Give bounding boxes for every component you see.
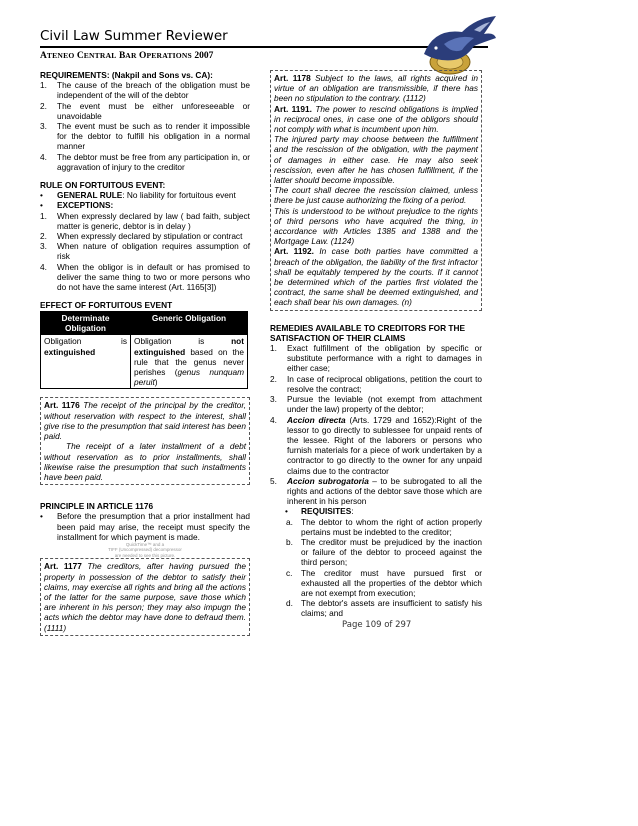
list-item: 3. The event must be such as to render it impossible for the debtor to fulfill his obligation in a normal manner: [40, 121, 250, 152]
subtitle-letter: C: [76, 51, 84, 61]
list-item: 1. When expressly declared by law ( bad faith, subject matter is generic, debtor is in delay ): [40, 210, 250, 231]
list-item: 5. Accion subrogatoria – to be subrogated to all the rights and actions of the debtor save those which are inherent in his person: [270, 475, 482, 507]
subtitle-smallcaps: PERATIONS: [146, 51, 192, 60]
header-title: Civil Law Summer Reviewer: [40, 28, 228, 44]
list-item: 2. When expressly declared by stipulation or contract: [40, 231, 243, 242]
table-cell: Obligation is extinguished: [41, 335, 131, 389]
list-item: 2. In case of reciprocal obligations, petition the court to resolve the contract;: [270, 373, 482, 394]
table-cell: Obligation is not extinguished based on the rule that the genus never perishes (genus nunquam peruit): [131, 335, 248, 389]
bullet-icon: •: [40, 511, 43, 522]
list-item: 2. The event must be either unforeseeable or unavoidable: [40, 100, 250, 121]
list-item: b. The creditor must be prejudiced by the inaction or failure of the debtor to proceed against the third person;: [286, 536, 482, 568]
articles-box: Art. 1178 Subject to the laws, all rights acquired in virtue of an obligation are transmissible, if there has been no stipulation to the contrary. (1112) Art. 1191. The power to rescind obligations is implied in reciprocal ones, in case one of the obligors should not comply with what is incumbent upon him. The injured party may choose between the fulfillment and the rescission of the obligation, with the payment of damages in either case. He may also seek rescission, even after he has chosen fulfillment, if the latter should become impossible. The court shall decree the rescission claimed, unless there be just cause authorizing the fixing of a period. This is understood to be without prejudice to the rights of third persons who have acquired the thing, in accordance with Articles 1385 and 1388 and the Mortgage Law. (1124) Art. 1192. In case both parties have committed a breach of the obligation, the liability of the first infractor shall be equitably tempered by the courts. If it cannot be determined which of the parties first violated the contract, the same shall be deemed extinguished, and each shall bear his own damages. (n): [270, 70, 482, 311]
remedies-heading: REMEDIES AVAILABLE TO CREDITORS FOR THE SATISFACTION OF THEIR CLAIMS: [270, 322, 465, 343]
principle-heading: PRINCIPLE IN ARTICLE 1176: [40, 501, 154, 512]
eagle-logo-icon: [414, 14, 498, 78]
subtitle-smallcaps: ENTRAL: [83, 51, 117, 60]
quicktime-placeholder: QuickTime™ and a TIFF (Uncompressed) decompressor are needed to see this picture.: [108, 541, 182, 558]
requisites-item: • REQUISITES:: [285, 506, 354, 517]
list-item: 4. Accion directa (Arts. 1729 and 1652):Right of the lessor to go directly to sublessee for unpaid rents of the lessee. Right of the laborers or persons who furnish materials for a piece of work undertaken by a contractor to go directly to the owner for any unpaid claims due to the contractor: [270, 414, 482, 476]
requirements-heading: REQUIREMENTS: (Nakpil and Sons vs. CA):: [40, 70, 213, 80]
exceptions-item: • EXCEPTIONS:: [40, 200, 114, 211]
subtitle-smallcaps: AR: [125, 51, 137, 60]
list-item: d. The debtor's assets are insufficient to satisfy his claims; and: [286, 598, 482, 619]
effect-table: [40, 311, 248, 389]
list-item: 4. The debtor must be free from any participation in, or aggravation of injury to the creditor: [40, 151, 250, 172]
general-rule-item: • GENERAL RULE: No liability for fortuitous event: [40, 190, 236, 201]
article-1176-box: Art. 1176 The receipt of the principal by the creditor, without reservation with respect to the interest, shall give rise to the presumption that said interest has been paid. The receipt of a later installment of a debt without reservation as to prior installments, shall likewise raise the presumption that such installments have been paid.: [40, 397, 250, 485]
list-item: 1. Exact fulfillment of the obligation by specific or substitute performance with a right to damages in either case;: [270, 343, 482, 374]
subtitle-letter: A: [40, 51, 47, 61]
effect-heading: EFFECT OF FORTUITOUS EVENT: [40, 300, 173, 311]
list-item: • Before the presumption that a prior installment had been paid may arise, the receipt must specify the installment for which payment is made.: [40, 511, 250, 542]
subtitle-letter: B: [118, 51, 126, 61]
bullet-icon: •: [285, 506, 288, 517]
subtitle-year: 2007: [194, 51, 214, 61]
list-item: 4. When the obligor is in default or has promised to deliver the same thing to two or more persons who do not have the same interest (Art. 1165[3]): [40, 261, 250, 293]
list-item: 3. Pursue the leviable (not exempt from attachment under the law) property of the debtor;: [270, 394, 482, 415]
table-header: Generic Obligation: [131, 312, 248, 335]
right-column: [270, 70, 482, 619]
rule-heading: RULE ON FORTUITOUS EVENT:: [40, 180, 166, 191]
list-item: c. The creditor must have pursued first or exhausted all the properties of the debtor which are not exempt from execution;: [286, 567, 482, 598]
header-subtitle: [40, 50, 213, 62]
left-column: [40, 70, 250, 636]
bullet-icon: •: [40, 200, 43, 211]
list-item: 3. When nature of obligation requires assumption of risk: [40, 241, 250, 262]
list-item: a. The debtor to whom the right of action properly pertains must be indebted to the creditor;: [286, 516, 482, 537]
table-header: Determinate Obligation: [41, 312, 131, 335]
subtitle-letter: O: [139, 51, 147, 61]
page-number: Page 109 of 297: [342, 620, 412, 630]
bullet-icon: •: [40, 190, 43, 201]
subtitle-smallcaps: TENEO: [46, 51, 75, 60]
article-1177-box: Art. 1177 The creditors, after having pursued the property in possession of the debtor to satisfy their claims, may exercise all rights and bring all the actions of the latter for the same purpose, save those which are inherent in his person; they may also impugn the acts which the debtor may have done to defraud them. (1111): [40, 558, 250, 635]
list-item: 1. The cause of the breach of the obligation must be independent of the will of the debtor: [40, 80, 250, 101]
